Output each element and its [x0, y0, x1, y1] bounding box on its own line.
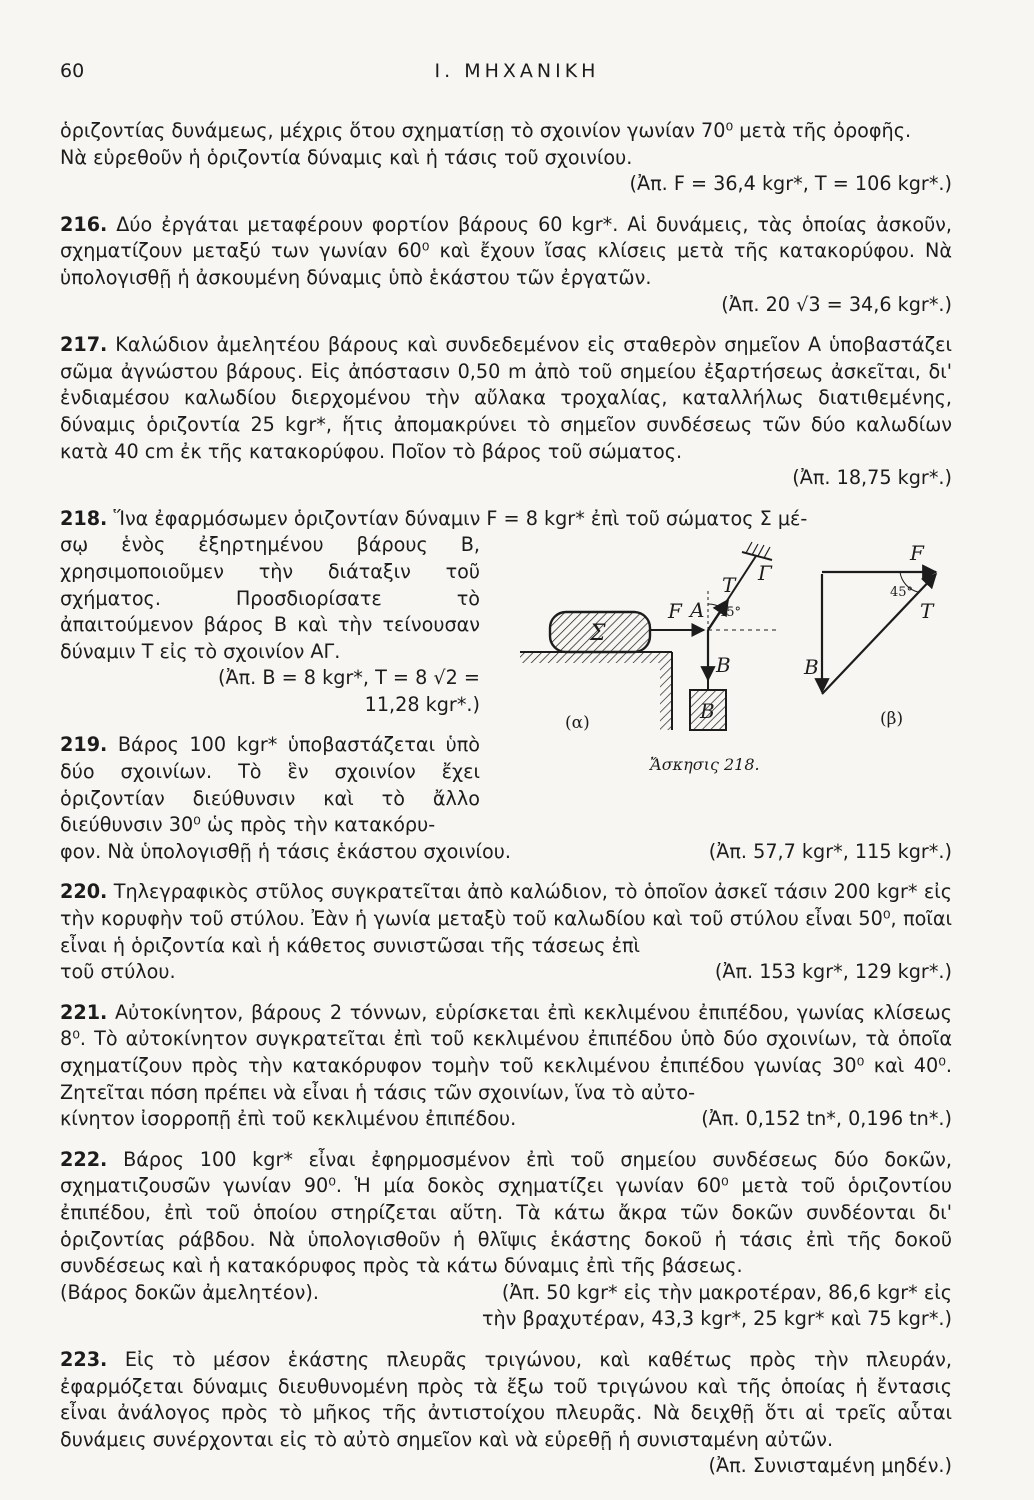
exercise-answer-2: 11,28 kgr*.): [364, 692, 480, 716]
intro-paragraph: [60, 118, 952, 198]
label-B-box: B: [700, 699, 715, 723]
exercise-216: [60, 212, 952, 318]
exercise-answer-1: (Ἀπ. 50 kgr* εἰς τὴν μακροτέραν, 86,6 kgr* εἰς: [501, 1280, 952, 1304]
exercise-text: Εἰς τὸ μέσον ἑκάστης πλευρᾶς τριγώνου, καὶ καθέτως πρὸς τὴν πλευράν, ἐφαρμόζεται δύναμις διευθυνομένη πρὸς τὰ ἔξω τοῦ τριγώνου καὶ τῆς ὁποίας ἡ ἔντασις εἶναι ἀνάλογος πρὸς τὸ μῆκος τῆς ἀντιστοίχου πλευρᾶς. Νὰ δειχθῇ ὅτι αἱ τρεῖς αὗται δυνάμεις συνέρχονται εἰς τὸ αὐτὸ σημεῖον καὶ νὰ εὑρεθῇ ἡ συνισταμένη αὐτῶν.: [60, 1347, 952, 1451]
exercise-answer: (Ἀπ. 20 √3 = 34,6 kgr*.): [721, 292, 952, 316]
exercise-220: [60, 879, 952, 985]
figure-218: [460, 530, 960, 792]
exercise-number: 221.: [60, 1000, 108, 1024]
exercise-number: 223.: [60, 1347, 108, 1371]
exercise-answer: (Ἀπ. Συνισταμένη μηδέν.): [708, 1454, 952, 1478]
exercise-last-text: φον. Νὰ ὑπολογισθῇ ἡ τάσις ἑκάστου σχοινίου.: [60, 839, 511, 863]
table-side-hatch: [660, 663, 672, 730]
label-F: F: [668, 599, 682, 623]
exercise-221: [60, 1000, 952, 1133]
figure-218-svg: [460, 530, 960, 792]
exercise-number: 222.: [60, 1147, 108, 1171]
exercise-223: [60, 1347, 952, 1480]
triangle-T: [822, 574, 936, 694]
intro-line-1: ὁριζοντίας δυνάμεως, μέχρις ὅτου σχηματίσῃ τὸ σχοινίον γωνίαν 70⁰ μετὰ τῆς ὀροφῆς.: [60, 119, 912, 142]
page-header: [60, 60, 974, 90]
exercise-last-text: τοῦ στύλου.: [60, 960, 176, 984]
exercise-answer-1: (Ἀπ. Β = 8 kgr*, T = 8 √2 =: [218, 666, 480, 690]
exercise-last-line: [60, 1106, 952, 1133]
exercise-answer: (Ἀπ. 18,75 kgr*.): [792, 466, 952, 490]
table-surface: [520, 652, 672, 663]
ceiling-hatch: [746, 542, 770, 558]
label-A: A: [690, 598, 705, 622]
exercise-number: 219.: [60, 733, 108, 757]
exercise-answer: (Ἀπ. 153 kgr*, 129 kgr*.): [714, 960, 952, 984]
exercise-first-line-text: Ἵνα ἐφαρμόσωμεν ὁριζοντίαν δύναμιν F = 8 kgr* ἐπὶ τοῦ σώματος Σ μέ-: [113, 506, 808, 530]
exercise-last-text: κίνητον ἰσορροπῇ ἐπὶ τοῦ κεκλιμένου ἐπιπέδου.: [60, 1107, 517, 1131]
exercise-answer: (Ἀπ. 57,7 kgr*, 115 kgr*.): [708, 839, 952, 863]
exercise-text: Δύο ἐργάται μεταφέρουν φορτίον βάρους 60 kgr*. Αἱ δυνάμεις, τὰς ὁποίας ἀσκοῦν, σχηματίζουν μεταξύ των γωνίαν 60⁰ καὶ ἔχουν ἴσας κλίσεις μετὰ τῆς κατακορύφου. Νὰ ὑπολογισθῇ ἡ ἀσκουμένη δύναμις ὑπὸ ἑκάστου τῶν ἐργατῶν.: [60, 212, 952, 289]
page-body: [60, 118, 952, 1480]
exercise-last-text: (Βάρος δοκῶν ἀμελητέον).: [60, 1280, 319, 1304]
label-B-tri: B: [804, 655, 819, 679]
exercise-answer: (Ἀπ. 0,152 tn*, 0,196 tn*.): [701, 1107, 952, 1131]
label-angle-a: 45°: [718, 605, 742, 620]
label-sigma: Σ: [590, 621, 606, 646]
exercise-text: σῳ ἑνὸς ἐξηρτημένου βάρους Β, χρησιμοποιοῦμεν τὴν διάταξιν τοῦ σχήματος. Προσδιορίσατε τὸ ἀπαιτούμενον βάρος Β καὶ τὴν τείνουσαν δύναμιν Τ εἰς τὸ σχοινίον ΑΓ.: [60, 533, 480, 663]
exercise-text: Τηλεγραφικὸς στῦλος συγκρατεῖται ἀπὸ καλώδιον, τὸ ὁποῖον ἀσκεῖ τάσιν 200 kgr* εἰς τὴν κορυφὴν τοῦ στύλου. Ἐὰν ἡ γωνία μεταξὺ τοῦ καλωδίου καὶ τοῦ στύλου εἶναι 50⁰, ποῖαι εἶναι ἡ ὁριζοντία καὶ ἡ κάθετος συνιστῶσαι τῆς τάσεως ἐπὶ: [60, 880, 952, 957]
exercise-number: 216.: [60, 212, 108, 236]
exercise-first-line: [60, 506, 952, 533]
exercise-222: [60, 1147, 952, 1333]
exercise-body: [60, 732, 480, 838]
figure-caption: Ἄσκησις 218.: [650, 755, 760, 774]
exercise-number: 220.: [60, 880, 108, 904]
label-B-force: B: [716, 653, 731, 677]
intro-answer: (Ἀπ. F = 36,4 kgr*, T = 106 kgr*.): [629, 172, 952, 196]
exercise-text: Βάρος 100 kgr* ὑποβαστάζεται ὑπὸ δύο σχοινίων. Τὸ ἓν σχοινίον ἔχει ὁριζοντίαν διεύθυνσιν καὶ τὸ ἄλλο διεύθυνσιν 30⁰ ὡς πρὸς τὴν κατακόρυ-: [60, 733, 480, 837]
page-number: 60: [60, 60, 85, 82]
exercise-217: [60, 332, 952, 492]
label-F-tri: F: [910, 541, 924, 565]
exercise-number: 217.: [60, 333, 108, 357]
exercise-text: Αὐτοκίνητον, βάρους 2 τόννων, εὑρίσκεται ἐπὶ κεκλιμένου ἐπιπέδου, γωνίας κλίσεως 8⁰. Τὸ αὐτοκίνητον συγκρατεῖται ἐπὶ τοῦ κεκλιμένου ἐπιπέδου ὑπὸ δύο σχοινίων, τὰ ὁποῖα σχηματίζουν πρὸς τὴν κατακόρυφον τομὴν τοῦ κεκλιμένου ἐπιπέδου γωνίας 30⁰ καὶ 40⁰. Ζητεῖται πόση πρέπει νὰ εἶναι ἡ τάσις τῶν σχοινίων, ἵνα τὸ αὐτο-: [60, 1000, 952, 1104]
label-Gamma: Γ: [758, 561, 772, 585]
exercise-number: 218.: [60, 506, 108, 530]
label-T-tri: T: [920, 599, 934, 623]
exercise-last-line: [60, 959, 952, 986]
exercise-text: Βάρος 100 kgr* εἶναι ἐφηρμοσμένον ἐπὶ τοῦ σημείου συνδέσεως δύο δοκῶν, σχηματιζουσῶν γωνίαν 90⁰. Ἡ μία δοκὸς σχηματίζει γωνίαν 60⁰ μετὰ τοῦ ὁριζοντίου ἐπιπέδου, ἐπὶ τοῦ ὁποίου στηρίζεται αὕτη. Τὰ κάτω ἄκρα τῶν δοκῶν συνδέονται δι' ὁριζοντίας ράβδου. Νὰ ὑπολογισθοῦν ἡ θλῖψις ἑκάστης δοκοῦ ἡ τάσις ἐπὶ τῆς δοκοῦ συνδέσεως καὶ ἡ κατακόρυφος πρὸς τὰ κάτω δύναμις ἐπὶ τῆς βάσεως.: [60, 1147, 952, 1278]
label-b: (β): [880, 709, 904, 729]
label-angle-b: 45°: [890, 585, 914, 600]
running-title: Ι. ΜΗΧΑΝΙΚΗ: [434, 60, 600, 82]
exercise-text: Καλώδιον ἀμελητέου βάρους καὶ συνδεδεμένον εἰς σταθερὸν σημεῖον Α ὑποβαστάζει σῶμα ἀγνώστου βάρους. Εἰς ἀπόστασιν 0,50 m ἀπὸ τοῦ σημείου ἐξαρτήσεως ἀσκεῖται, δι' ἐνδιαμέσου καλωδίου διερχομένου τὴν αὔλακα τροχαλίας, καταλλήλως διατιθεμένης, δύναμις ὁριζοντία 25 kgr*, ἥτις ἀπομακρύνει τὸ σημεῖον συνδέσεως τῶν δύο καλωδίων κατὰ 40 cm ἐκ τῆς κατακορύφου. Ποῖον τὸ βάρος τοῦ σώματος.: [60, 333, 952, 463]
exercise-last-line: [60, 1280, 952, 1307]
exercise-last-line: [60, 839, 952, 866]
label-T: T: [722, 573, 736, 597]
intro-line-2: Νὰ εὑρεθοῦν ἡ ὁριζοντία δύναμις καὶ ἡ τάσις τοῦ σχοινίου.: [60, 145, 633, 169]
exercise-answer-2: τὴν βραχυτέραν, 43,3 kgr*, 25 kgr* καὶ 75 kgr*.): [481, 1307, 952, 1331]
label-a: (α): [565, 713, 590, 733]
